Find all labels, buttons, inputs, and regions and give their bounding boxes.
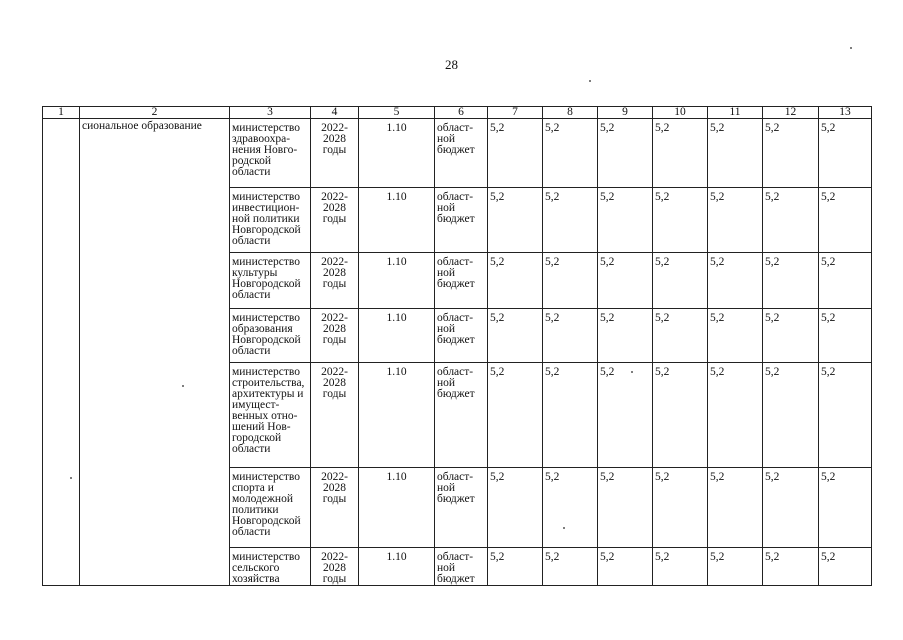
value-cell: 5,2 [543, 363, 598, 468]
value-cell: 5,2 [653, 468, 708, 548]
column-header-5: 5 [359, 107, 435, 119]
code-cell: 1.10 [359, 119, 435, 188]
value-cell: 5,2 [763, 188, 819, 253]
column-header-6: 6 [435, 107, 488, 119]
value-cell: 5,2 [543, 309, 598, 363]
merged-cell-description: сиональное образование [80, 119, 230, 586]
source-cell: област-ной бюджет [435, 119, 488, 188]
column-header-3: 3 [230, 107, 311, 119]
agency-cell: министерство строительства, архитектуры и имущест-венных отно-шений Нов-городской области [230, 363, 311, 468]
value-cell: 5,2 [763, 363, 819, 468]
source-cell: област-ной бюджет [435, 468, 488, 548]
value-cell: 5,2 [708, 119, 763, 188]
merged-cell-number [43, 119, 80, 586]
period-cell: 2022-2028 годы [311, 548, 359, 586]
value-cell: 5,2 [543, 119, 598, 188]
value-cell: 5,2 [598, 188, 653, 253]
column-header-13: 13 [819, 107, 872, 119]
value-cell: 5,2 [763, 253, 819, 309]
value-cell: 5,2 [488, 363, 543, 468]
value-cell: 5,2 [819, 253, 872, 309]
source-cell: област-ной бюджет [435, 188, 488, 253]
value-cell: 5,2 [819, 363, 872, 468]
value-cell: 5,2 [819, 188, 872, 253]
value-cell: 5,2 [488, 119, 543, 188]
column-header-2: 2 [80, 107, 230, 119]
value-cell: 5,2 [819, 119, 872, 188]
value-cell: 5,2 [488, 188, 543, 253]
source-cell: област-ной бюджет [435, 363, 488, 468]
scan-speck [182, 385, 184, 387]
scan-speck [563, 527, 565, 529]
value-cell: 5,2 [653, 363, 708, 468]
code-cell: 1.10 [359, 363, 435, 468]
value-cell: 5,2 [708, 188, 763, 253]
budget-table [42, 106, 872, 586]
value-cell: 5,2 [819, 468, 872, 548]
value-cell: 5,2 [763, 119, 819, 188]
value-cell: 5,2 [819, 309, 872, 363]
value-cell: 5,2 [488, 309, 543, 363]
value-cell: 5,2 [708, 468, 763, 548]
period-cell: 2022-2028 годы [311, 119, 359, 188]
table-row [43, 119, 872, 188]
column-header-11: 11 [708, 107, 763, 119]
value-cell: 5,2 [598, 119, 653, 188]
column-header-8: 8 [543, 107, 598, 119]
value-cell: 5,2 [488, 253, 543, 309]
value-cell: 5,2 [653, 188, 708, 253]
agency-cell: министерство здравоохра-нения Новго-родской области [230, 119, 311, 188]
source-cell: област-ной бюджет [435, 309, 488, 363]
code-cell: 1.10 [359, 188, 435, 253]
period-cell: 2022-2028 годы [311, 253, 359, 309]
value-cell: 5,2 [653, 253, 708, 309]
code-cell: 1.10 [359, 548, 435, 586]
column-header-4: 4 [311, 107, 359, 119]
code-cell: 1.10 [359, 468, 435, 548]
agency-cell: министерство инвестицион-ной политики Новгородской области [230, 188, 311, 253]
scan-speck [631, 371, 633, 373]
value-cell: 5,2 [653, 548, 708, 586]
value-cell: 5,2 [543, 548, 598, 586]
code-cell: 1.10 [359, 253, 435, 309]
value-cell: 5,2 [598, 363, 653, 468]
period-cell: 2022-2028 годы [311, 363, 359, 468]
value-cell: 5,2 [653, 309, 708, 363]
value-cell: 5,2 [763, 548, 819, 586]
source-cell: област-ной бюджет [435, 548, 488, 586]
agency-cell: министерство спорта и молодежной политики Новгородской области [230, 468, 311, 548]
value-cell: 5,2 [708, 363, 763, 468]
value-cell: 5,2 [488, 468, 543, 548]
code-cell: 1.10 [359, 309, 435, 363]
value-cell: 5,2 [763, 468, 819, 548]
column-header-7: 7 [488, 107, 543, 119]
period-cell: 2022-2028 годы [311, 468, 359, 548]
value-cell: 5,2 [819, 548, 872, 586]
value-cell: 5,2 [763, 309, 819, 363]
table-body [43, 119, 872, 586]
column-number-row [43, 107, 872, 119]
agency-cell: министерство образования Новгородской области [230, 309, 311, 363]
value-cell: 5,2 [543, 253, 598, 309]
column-header-9: 9 [598, 107, 653, 119]
value-cell: 5,2 [708, 309, 763, 363]
scan-speck [70, 477, 72, 479]
value-cell: 5,2 [598, 253, 653, 309]
value-cell: 5,2 [543, 468, 598, 548]
agency-cell: министерство сельского хозяйства [230, 548, 311, 586]
value-cell: 5,2 [598, 548, 653, 586]
source-cell: област-ной бюджет [435, 253, 488, 309]
column-header-1: 1 [43, 107, 80, 119]
value-cell: 5,2 [653, 119, 708, 188]
period-cell: 2022-2028 годы [311, 309, 359, 363]
value-cell: 5,2 [708, 253, 763, 309]
value-cell: 5,2 [708, 548, 763, 586]
column-header-12: 12 [763, 107, 819, 119]
period-cell: 2022-2028 годы [311, 188, 359, 253]
column-header-10: 10 [653, 107, 708, 119]
value-cell: 5,2 [598, 468, 653, 548]
value-cell: 5,2 [543, 188, 598, 253]
scan-speck [589, 80, 591, 82]
value-cell: 5,2 [598, 309, 653, 363]
value-cell: 5,2 [488, 548, 543, 586]
agency-cell: министерство культуры Новгородской области [230, 253, 311, 309]
page-number: 28 [445, 57, 458, 72]
scan-speck [850, 47, 852, 49]
